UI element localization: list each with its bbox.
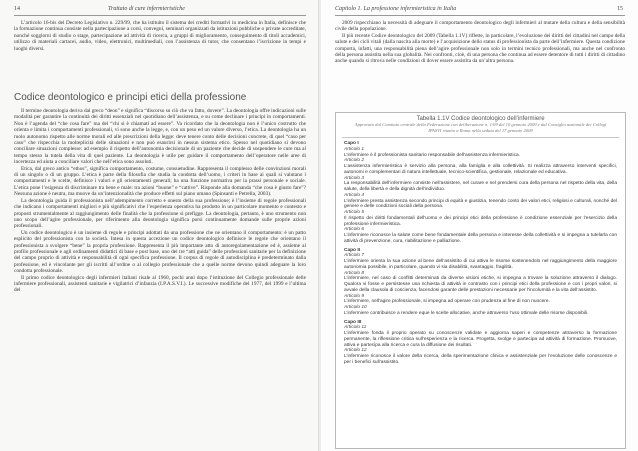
- article-label: Articolo 2: [344, 158, 364, 164]
- article-label: Articolo 10: [344, 305, 367, 311]
- article-text: L’infermiere, nel caso di conflitti determinati da diverse visioni etiche, si impegna a trovare la soluzione attraverso il dialogo. Qualora vi fosse e persistesse una richiesta di attività in contrasto con i principi etici della professione e con i propri valori, si avvale della clausola di coscienza, facendosi garante delle prestazioni necessarie per l’incolumità e la vita dell’assistito.: [344, 276, 617, 293]
- paragraph: Il termine deontologia deriva dal greco “deon” e significa “discorso su ciò che va fatto, dovere”. La deontologia offre indicazioni sulle modalità per garantire la continuità dei diritti essenziali nel quotidiano dell’assistenza, e su come declinare i principi in comportamenti. Non è l’agenda del “che cosa fare” ma del “chi si è chiamati ad essere”. Va ricordato che la deontologia non è l’unico costrutto che orienta e limita i comportamenti professionali, vi sono anche la legge, e, con un peso ed un valore diverso, l’etica. La deontologia ha un ruolo autonomo rispetto alle norme morali ed alle prescrizioni della legge: deve tenere conto delle decisioni concrete, di quel “caso per caso” che rispecchia la molteplicità delle situazioni e non può esaurirsi in nessun sistema etico. Spesso nel quotidiano si devono conciliare situazioni complesse: ad esempio il rispetto dell’autonomia decisionale di un paziente che decide di sospendere le cure ma al tempo stesso la tutela della vita di quel paziente. La deontologia è utile per guidare il comportamento dell’operatore nelle aree di incertezza ed aiuta a conciliare valori che nell’etica sono assoluti.: [14, 108, 306, 166]
- left-page-number: 14: [14, 6, 20, 12]
- paragraph: Un codice deontologico è un insieme di regole e principi adottati da una professione che ne orientano il comportamento: è un patto esplicito del professionista con la società. Intesa in questa accezione un codice deontologico definisce le regole che orientano il professionista a svolgere “bene” la propria professione. Rappresenta il più importante atto di autoregolamentazione ed è, assieme al profilo professionale e agli ordinamenti didattici di base e post base, uno dei tre “atti guida” delle professioni sanitarie per la definizione del campo proprio di attività e responsabilità di ogni specifica professione. Il corpus di regole di autodisciplina è predeterminato dalla professione, ed è vincolante per gli iscritti all’ordine o al collegio professionale che a quelle norme devono quindi adeguare la loro condotta professionale.: [14, 229, 306, 275]
- article-text: L’infermiere orienta la sua azione al bene dell’assistito di cui attiva le risorse sostenendolo nel raggiungimento della maggiore autonomia possibile, in particolare, quando vi sia disabilità, svantaggio, fragilità.: [344, 259, 617, 270]
- right-intro-text: [335, 20, 625, 65]
- article-text: L’infermiere presta assistenza secondo principi di equità e giustizia, tenendo conto dei valori etici, religiosi e culturali, nonché del genere e delle condizioni sociali della persona.: [344, 198, 617, 210]
- article-text: L’infermiere, nell’agire professionale, si impegna ad operare con prudenza al fine di non nuocere.: [344, 299, 550, 305]
- article-text: L’infermiere riconosce la salute come bene fondamentale della persona e interesse della collettività e si impegna a tutelarla con attività di prevenzione, cura, riabilitazione e palliazione.: [344, 233, 617, 244]
- table-rule: [342, 137, 619, 138]
- article-label: Articolo 4: [344, 192, 364, 198]
- table-body: [336, 141, 625, 366]
- article-label: Articolo 3: [344, 175, 364, 181]
- article-label: Articolo 12: [344, 348, 367, 354]
- code-table: [335, 112, 626, 449]
- chapter-heading: Capo III: [344, 319, 362, 325]
- chapter-heading: Capo I: [344, 141, 359, 147]
- article-text: La responsabilità dell’infermiere consiste nell’assistere, nel curare e nel prendersi cura della persona nel rispetto della vita, della salute, della libertà e della dignità dell’individuo.: [344, 181, 617, 193]
- article-label: Articolo 11: [344, 325, 367, 331]
- left-section-text: [14, 108, 306, 450]
- article-text: Il rispetto dei diritti fondamentali dell’uomo e dei principi etici della professione è condizione essenziale per l’esercizio della professione infermieristica.: [344, 215, 617, 227]
- paragraph: La deontologia guida il professionista nell’adempimento corretto e onesto della sua professione; è l’insieme di regole professionali che indicano i comportamenti migliori e più significativi che l’esperienza operativa ha prodotto in un particolare momento e contesto e proposti strumentalmente al raggiungimento delle finalità che la professione si prefigge. La deontologia, pertanto, è uno strumento non uno scopo dell’agire professionale, per riferimento alla deontologia significa porsi continuamente domande sulle proprie azioni professionali.: [14, 197, 306, 230]
- paragraph: L’articolo 16-bis del Decreto Legislativo n. 229/99, che ha istituito il sistema dei crediti formativi in medicina in Italia, definisce che la formazione continua consiste nella partecipazione a corsi, convegni, seminari organizzati da istituzioni pubbliche o private accreditate, nonché soggiorni di studio o stage, partecipazione ad attività di ricerca, a gruppi di miglioramento, conseguimento di titoli accademici, utilizzo di materiali cartacei, audio, video, elettronici, multimediali, con l’assistenza di tutor, che consentano l’iscrizione in tempi e luoghi diversi.: [14, 20, 306, 52]
- right-page: [321, 0, 638, 451]
- chapter-heading: Capo II: [344, 247, 360, 253]
- article-text: L’infermiere è il professionista sanitario responsabile dell’assistenza infermieristica.: [344, 152, 520, 158]
- right-page-number: 15: [617, 6, 623, 12]
- article-text: L’infermiere riconosce il valore della ricerca, della sperimentazione clinica e assistenziale per l’evoluzione delle conoscenze e per i benefici sull’assistito.: [344, 354, 617, 365]
- article-label: Articolo 6: [344, 227, 364, 233]
- table-title: Tabella 1.1V Codice deontologico dell’infermiere: [416, 116, 545, 122]
- article-label: Articolo 9: [344, 293, 364, 299]
- section-title: Codice deontologico e principi etici della professione: [14, 92, 247, 103]
- paragraph: Etica, dal greco antico “ethos”, significa comportamento, costume, consuetudine. Rappresenta il complesso delle convinzioni morali di un singolo o di un gruppo. L’etica è parte della filosofia che studia la condotta dell’uomo, i criteri in base ai quali si valutano i comportamenti e le scelte, definisce i valori e gli orientamenti generali; ha una funzione normativa per la prassi personale e sociale. L’etica pone l’esigenza di discriminare tra bene e male: tra azioni “buone” e “cattive”. Risponde alla domanda “che cosa è giusto fare”? Nessuna azione è neutra, ma muove da un’intenzionalità che produce effetti sul piano umano (Spinsanti e Petrella, 2003).: [14, 165, 306, 198]
- paragraph: 2009 rispecchiano la necessità di adeguare il comportamento deontologico degli infermieri al mutare della cultura e della sensibilità civile della popolazione.: [335, 20, 625, 33]
- article-label: Articolo 1: [344, 146, 364, 152]
- paragraph: Il primo codice deontologico degli infermieri italiani risale al 1960, pochi anni dopo l’istituzione del Collegio professionale delle infermiere professionali, assistenti sanitarie e vigilatrici d’infanzia (I.P.A.S.V.I.). Le successive modifiche del 1977, del 1999 e l’ultima del: [14, 274, 306, 294]
- article-text: L’infermiere contribuisce a rendere eque le scelte allocative, anche attraverso l’uso ottimale delle risorse disponibili.: [344, 310, 589, 316]
- right-running-title: Capitolo 1. La professione infermieristica in Italia: [335, 6, 457, 12]
- paragraph: Il più recente Codice deontologico del 2009 (Tabella 1.1V) riflette, in particolare, l’evoluzione dei diritti dei cittadini nel campo della salute e dei cicli vitali (dalla nascita alla morte) e l’acquisizione dello status di professionista da parte dell’infermiere. Questa condizione comporta, infatti, una responsabilità piena dell’agire professionale non solo in termini tecnico professionali, ma anche nel confronto della persona assistita nella sua globalità. Nei confronti, cioè, di una persona che continua ad essere detentore di tutti i diritti di cittadino anche quando si ritrova nelle condizioni di dover essere assistita da un’altra persona.: [335, 32, 625, 65]
- left-intro-text: [14, 20, 306, 52]
- left-running-title: Trattato di cure infermieristiche: [108, 6, 185, 12]
- left-header-rule: [14, 15, 306, 16]
- article-text: L’assistenza infermieristica è servizio alla persona, alla famiglia e alla collettività. Si realizza attraverso interventi specifici, autonomi e complementari di natura intellettuale, tecnico-scientifica, gestionale, relazionale ed educativa.: [344, 164, 617, 175]
- right-header-rule: [335, 15, 625, 16]
- article-label: Articolo 5: [344, 210, 364, 216]
- article-label: Articolo 7: [344, 253, 364, 259]
- article-text: L’infermiere fonda il proprio operato su conoscenze validate e aggiorna saperi e competenze attraverso la formazione permanente, la riflessione critica sull’esperienza e la ricerca. Progetta, svolge e partecipa ad attività di formazione. Promuove, attiva e partecipa alla ricerca e cura la diffusione dei risultati.: [344, 331, 617, 348]
- table-subtitle: Approvato dal Comitato centrale della Federazione con deliberazione n. 1/09 del 10 gennaio 2009 e dal Consiglio nazionale dei Collegi IPASVI riunito a Roma nella seduta del 17 gennaio 2009: [354, 122, 607, 133]
- article-label: Articolo 8: [344, 270, 364, 276]
